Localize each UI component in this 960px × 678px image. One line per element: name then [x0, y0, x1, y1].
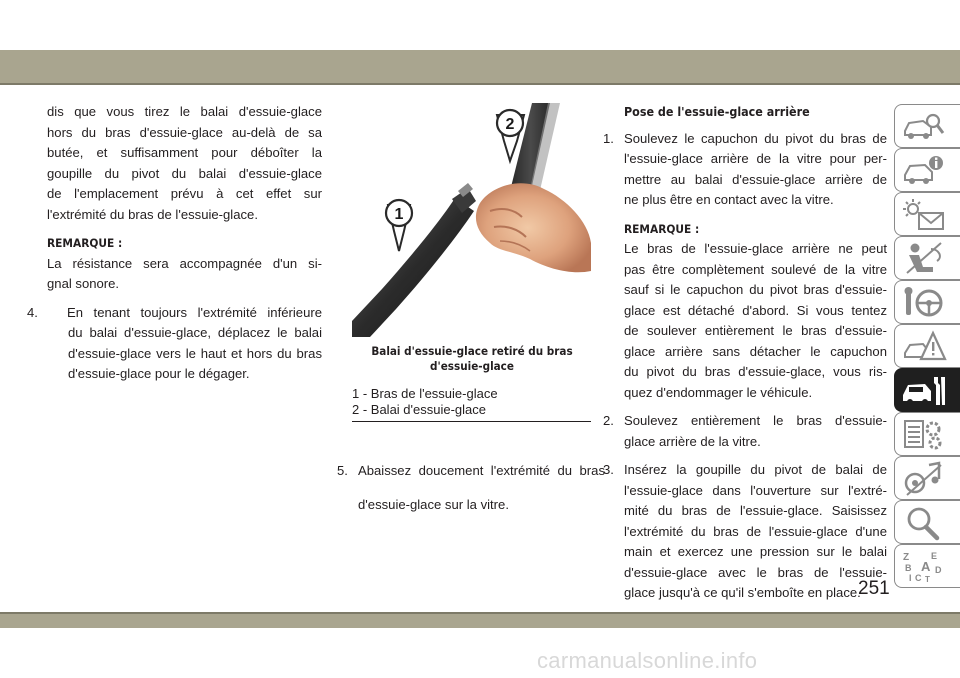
step-number: 1.	[603, 130, 614, 146]
footer-band	[0, 614, 960, 628]
step-line: d'essuie-glace avec le bras de l'essuie-	[624, 564, 887, 580]
figure-caption	[352, 344, 592, 418]
watermark: carmanualsonline.info	[537, 648, 758, 673]
tab-technical-specs[interactable]	[894, 412, 960, 456]
step-line: d'essuie-glace vers le haut et hors du bras	[68, 345, 322, 361]
legend-item: 2 - Balai d'essuie-glace	[352, 402, 486, 417]
note-line: pas être complètement soulevé de la vitre	[624, 261, 887, 277]
header-band-rule	[0, 83, 960, 85]
wiper-arm	[352, 198, 474, 337]
text-line: de l'emplacement prévu à cet effet sur	[47, 186, 322, 201]
index-letter: C	[915, 573, 922, 583]
note-line: Le bras de l'essuie-glace arrière ne peut	[624, 241, 887, 256]
callout-2-label: 2	[505, 116, 515, 133]
wiper-removal-figure	[352, 103, 591, 337]
step-line: mité du bras de l'essuie-glace. Saisissez	[624, 503, 887, 518]
tab-warning-lights[interactable]	[894, 192, 960, 236]
tab-emergency[interactable]	[894, 324, 960, 368]
caption-title-line: Balai d'essuie-glace retiré du bras	[371, 344, 573, 358]
header-band	[0, 50, 960, 83]
step-line: glace jusqu'à ce qu'il s'emboîte en place.	[624, 585, 861, 600]
text-column-right	[603, 102, 887, 604]
steering-key-icon	[901, 285, 947, 321]
wiper-photo-illustration	[352, 103, 591, 337]
index-letter: T	[925, 575, 930, 584]
step-number: 2.	[603, 413, 614, 428]
warning-lights-message-icon	[901, 197, 947, 233]
index-letter: I	[909, 573, 912, 583]
car-wrench-icon	[901, 373, 947, 409]
step-line: l'extrémité du bras de l'essuie-glace d'une	[624, 523, 887, 539]
step-line: d'essuie-glace sur la vitre.	[358, 496, 509, 512]
step-line: glace arrière de la vitre.	[624, 433, 761, 449]
step-line: ne plus être en contact avec la vitre.	[624, 192, 834, 207]
step-line: du balai d'essuie-glace, déplacez le balai	[68, 325, 322, 340]
step-line: Insérez la goupille du pivot de balai de	[624, 462, 887, 477]
section-title: Pose de l'essuie-glace arrière	[624, 104, 810, 119]
seat-airbag-icon	[901, 241, 947, 277]
note-line: sauf si le capuchon du pivot bras d'essuie-	[624, 282, 887, 297]
text-line: goupille du pivot du balai d'essuie-glace	[47, 165, 322, 181]
tab-index[interactable]	[894, 544, 960, 588]
music-phone-icon	[901, 461, 947, 497]
note-line: La résistance sera accompagnée d'un si-	[47, 255, 322, 271]
index-letter: Z	[903, 552, 910, 563]
step-line: l'essuie-glace dans l'ouverture sur l'extré-	[624, 482, 887, 498]
car-magnifier-icon	[901, 109, 947, 145]
search-icon	[901, 505, 947, 541]
legend-divider	[352, 421, 591, 422]
hand	[476, 183, 591, 272]
note-title: REMARQUE :	[624, 221, 700, 236]
step-line: Abaissez doucement l'extrémité du bras	[358, 463, 605, 479]
index-letter: E	[931, 551, 938, 561]
index-letter: D	[935, 565, 942, 575]
tab-multimedia[interactable]	[894, 456, 960, 500]
text-line: dis que vous tirez le balai d'essuie-glace	[47, 104, 322, 119]
note-line: du pivot du bras d'essuie-glace, vous ris-	[624, 364, 887, 379]
note-line: quez d'endommager le véhicule.	[624, 384, 813, 400]
text-line: hors du bras d'essuie-glace au-delà de sa	[47, 124, 322, 140]
tab-safety[interactable]	[894, 236, 960, 280]
note-line: gnal sonore.	[47, 276, 120, 291]
continued-paragraph	[47, 102, 322, 225]
index-letters-icon	[901, 549, 947, 585]
tab-search[interactable]	[894, 500, 960, 544]
step-1	[603, 129, 887, 404]
step-line: l'essuie-glace arrière de la vitre pour per-	[624, 151, 887, 166]
step-number: 3.	[603, 462, 614, 477]
note-line: de soulever entièrement le bras d'essuie-	[624, 323, 887, 338]
step-line: mettre au balai d'essuie-glace arrière de	[624, 171, 887, 187]
specs-gears-icon	[901, 417, 947, 453]
page-number: 251	[858, 578, 890, 599]
step-5	[337, 448, 605, 528]
note-title: REMARQUE :	[47, 236, 123, 250]
step-4	[27, 303, 322, 385]
figure-legend	[352, 386, 592, 418]
roadside-warning-icon	[901, 329, 947, 365]
step-line: Soulevez le capuchon du pivot du bras de	[624, 130, 887, 146]
tab-car-info[interactable]	[894, 148, 960, 192]
index-letter: B	[905, 563, 912, 573]
note-line: glace arrière sans détacher le capuchon	[624, 343, 887, 359]
step-3	[603, 460, 887, 604]
text-line: l'extrémité du bras de l'essuie-glace.	[47, 206, 258, 222]
step-line: d'essuie-glace pour le dégager.	[68, 366, 250, 381]
tab-car-magnifier[interactable]	[894, 104, 960, 148]
text-line: butée, et suffisamment pour déboîter la	[47, 145, 322, 160]
tab-servicing-maintenance[interactable]	[894, 368, 960, 412]
callout-1-label: 1	[394, 206, 404, 223]
car-info-icon	[901, 153, 947, 189]
step-line: main et exercez une pression sur le balai	[624, 544, 887, 559]
legend-item: 1 - Bras de l'essuie-glace	[352, 386, 498, 401]
step-line: En tenant toujours l'extrémité inférieure	[67, 304, 322, 320]
step-2	[603, 411, 887, 452]
tab-starting-operating[interactable]	[894, 280, 960, 324]
step-number: 4.	[27, 304, 38, 320]
text-column-left	[27, 102, 322, 385]
index-letter: A	[921, 559, 931, 574]
caption-title-line: d'essuie-glace	[430, 359, 514, 373]
step-line: Soulevez entièrement le bras d'essuie-	[624, 413, 887, 428]
note-line: glace est détaché d'abord. Si vous tentez	[624, 302, 887, 318]
step-number: 5.	[337, 463, 348, 479]
